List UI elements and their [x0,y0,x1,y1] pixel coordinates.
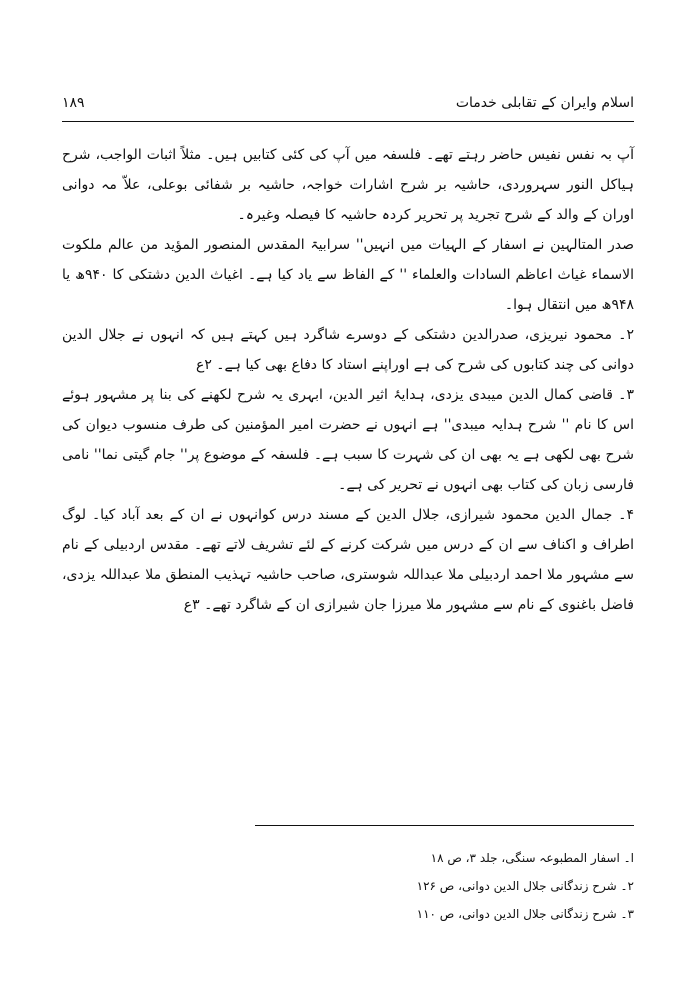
paragraph: ۲۔ محمود نیریزی، صدرالدین دشتکی کے دوسرے شاگرد ہیں کہتے ہیں کہ انہوں نے جلال الدین دوانی کی چند کتابوں کی شرح کی ہے اوراپنے استاد کا دفاع بھی کیا ہے۔ ۲ع [62,327,634,373]
body-text [62,140,634,620]
page-header [62,92,634,118]
footnote: ا۔ اسفار المطبوعہ سنگی، جلد ۳، ص ۱۸ [430,851,634,865]
footnote: ۲۔ شرح زندگانی جلال الدین دوانی، ص ۱۲۶ [416,879,634,893]
page-number: ۱۸۹ [62,95,85,111]
paragraph: آپ بہ نفس نفیس حاضر رہتے تھے۔ فلسفہ میں آپ کی کئی کتابیں ہیں۔ مثلاً اثبات الواجب، شرح ہیاکل النور سہروردی، حاشیہ بر شرح اشارات خواجہ، حاشیہ بر شفائی بوعلی، علاّ مہ دوانی اوران کے والد کے شرح تجرید پر تحریر کردہ حاشیہ کا فیصلہ وغیرہ۔ [62,147,634,223]
footnote: ۳۔ شرح زندگانی جلال الدین دوانی، ص ۱۱۰ [416,907,634,921]
footnote-rule [255,825,634,826]
paragraph: ۳۔ قاضی کمال الدین میبدی یزدی، ہدایۂ اثیر الدین، ابہری یہ شرح لکھنے کی بنا پر مشہور ہوئے اس کا نام '' شرح ہدایہ میبدی'' ہے انہوں نے حضرت امیر المؤمنین کی طرف منسوب دیوان کی شرح بھی لکھی ہے یہ بھی ان کی شہرت کا سبب ہے۔ فلسفہ کے موضوع پر'' جام گیتی نما'' نامی فارسی زبان کی کتاب بھی انہوں نے تحریر کی ہے۔ [62,387,634,493]
header-rule [62,121,634,122]
paragraph: صدر المتالہین نے اسفار کے الہیات میں انہیں'' سرابیۃ المقدس المنصور المؤید من عالم ملکوت الاسماء غیاث اعاظم السادات والعلماء '' کے الفاظ سے یاد کیا ہے۔ اغیاث الدین دشتکی کا ۹۴۰ھ یا ۹۴۸ھ میں انتقال ہوا۔ [62,237,634,313]
paragraph: ۴۔ جمال الدین محمود شیرازی، جلال الدین کے مسند درس کوانہوں نے ان کے بعد آباد کیا۔ لوگ اطراف و اکناف سے ان کے درس میں شرکت کرنے کے لئے تشریف لاتے تھے۔ مقدس اردبیلی کے نام سے مشہور ملا احمد اردبیلی ملا عبداللہ شوستری، صاحب حاشیہ تہذیب المنطق ملا عبداللہ یزدی، فاضل باغنوی کے نام سے مشہور ملا میرزا جان شیرازی ان کے شاگرد تھے۔ ۳ع [62,507,634,613]
footnotes [255,844,634,928]
running-title: اسلام وایران کے تقابلی خدمات [455,95,634,111]
